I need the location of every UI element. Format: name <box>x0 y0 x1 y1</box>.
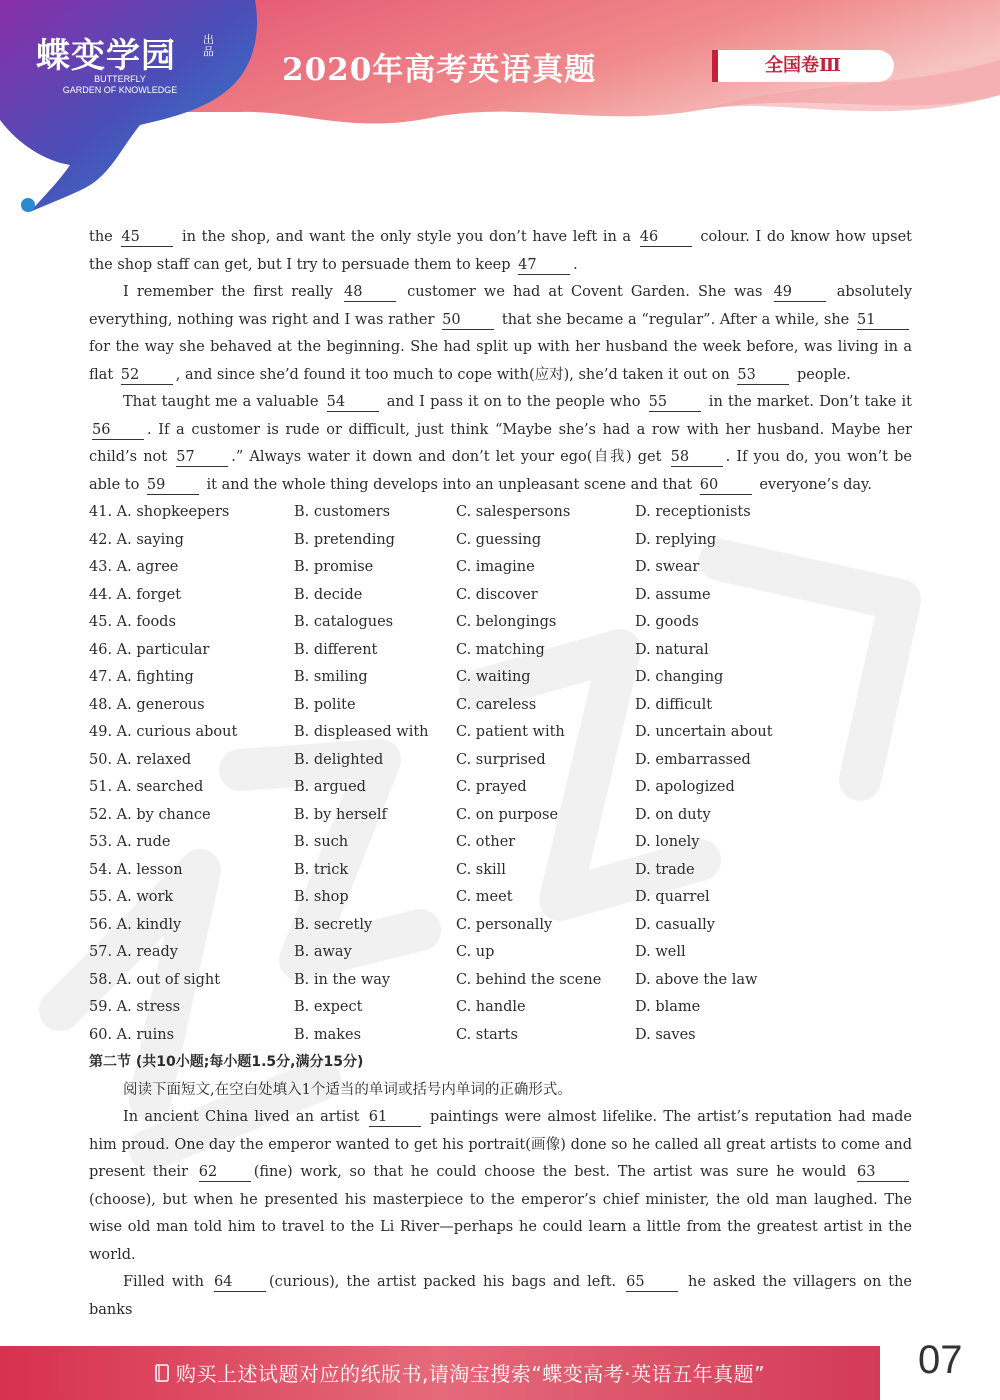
section-instruction: 阅读下面短文,在空白处填入1个适当的单词或括号内单词的正确形式。 <box>123 1081 572 1098</box>
option-choice: B. decide <box>294 586 363 603</box>
answer-blank: 47 <box>518 256 570 275</box>
passage-text: people. <box>792 366 851 383</box>
passage-paragraph-3 <box>89 389 912 499</box>
option-choice: B. displeased with <box>294 724 429 740</box>
option-choice: 56. A. kindly <box>89 916 182 933</box>
option-choice: D. changing <box>635 669 724 685</box>
option-choice: D. goods <box>635 614 699 630</box>
answer-blank: 63 <box>857 1163 909 1182</box>
option-row <box>89 829 912 857</box>
option-choice: D. blame <box>635 999 701 1015</box>
passage-paragraph-2 <box>89 279 912 389</box>
option-choice: B. shop <box>294 889 349 905</box>
passage-text: (choose), but when he presented his masterpiece to the emperor’s chief minister, the old man laughed. The wise old man told him to travel to the Li River—perhaps he could learn a little from the greatest artist in the world. <box>89 1191 912 1263</box>
option-choice: 52. A. by chance <box>89 806 211 823</box>
passage2-paragraph-2 <box>89 1269 912 1324</box>
option-choice: D. well <box>635 944 686 960</box>
option-choice: B. different <box>294 641 378 658</box>
answer-blank: 58 <box>671 448 723 467</box>
option-row <box>89 719 912 747</box>
option-row <box>89 967 912 995</box>
option-choice: B. in the way <box>294 971 391 988</box>
option-choice: D. saves <box>635 1026 696 1043</box>
option-choice: C. behind the scene <box>456 971 602 988</box>
option-choice: 51. A. searched <box>89 779 204 795</box>
option-choice: B. secretly <box>294 916 373 933</box>
option-choice: D. quarrel <box>635 889 710 905</box>
option-row <box>89 884 912 912</box>
option-row <box>89 609 912 637</box>
option-choice: D. casually <box>635 916 715 933</box>
option-choice: 42. A. saying <box>89 531 184 548</box>
passage-text: paintings were almost lifelike. The artist’s reputation had made him proud. One day the emperor wanted to get his portrait(画像) done so he called all great artists to come and present their <box>89 1109 912 1180</box>
logo-title: 蝶变学园 <box>36 36 176 76</box>
answer-blank: 52 <box>121 366 173 385</box>
option-choice: B. polite <box>294 696 356 713</box>
passage-text: . If a customer is rude or difficult, just think “Maybe she’s had a row with her husband. Maybe her child’s not <box>89 421 912 465</box>
option-choice: B. makes <box>294 1026 362 1043</box>
option-choice: D. swear <box>635 559 700 575</box>
option-choice: D. difficult <box>635 696 713 713</box>
option-row <box>89 774 912 802</box>
option-choice: 54. A. lesson <box>89 861 183 878</box>
option-choice: C. meet <box>456 889 513 905</box>
section-heading: 第二节 (共10小题;每小题1.5分,满分15分) <box>89 1054 364 1070</box>
option-row <box>89 527 912 555</box>
option-choice: 44. A. forget <box>89 586 182 603</box>
option-row <box>89 939 912 967</box>
option-row <box>89 499 912 527</box>
option-row <box>89 857 912 885</box>
option-choice: C. on purpose <box>456 806 559 823</box>
answer-blank: 50 <box>442 311 494 330</box>
option-choice: C. personally <box>456 916 553 933</box>
option-choice: C. other <box>456 834 516 850</box>
answer-blank: 56 <box>92 421 144 440</box>
option-choice: C. up <box>456 944 495 960</box>
option-choice: C. starts <box>456 1026 518 1043</box>
option-choice: 55. A. work <box>89 889 174 905</box>
option-choice: C. surprised <box>456 751 546 768</box>
option-choice: B. promise <box>294 559 374 575</box>
passage-text: (curious), the artist packed his bags and left. <box>268 1274 624 1290</box>
answer-blank: 61 <box>369 1108 421 1127</box>
option-choice: 59. A. stress <box>89 999 181 1015</box>
option-choice: B. trick <box>294 861 349 878</box>
option-choice: B. away <box>294 944 352 960</box>
page-number: 07 <box>918 1338 963 1382</box>
option-choice: B. argued <box>294 779 366 795</box>
answer-blank: 65 <box>626 1273 678 1292</box>
passage-text: customer we had at Covent Garden. She was <box>398 284 771 300</box>
option-choice: 49. A. curious about <box>89 724 238 740</box>
passage-text: colour. I do know how upset the shop staff can get, but I try to persuade them to keep <box>89 229 912 273</box>
option-choice: D. replying <box>635 531 717 548</box>
option-row <box>89 692 912 720</box>
answer-blank: 57 <box>176 448 228 467</box>
option-row <box>89 994 912 1022</box>
option-row <box>89 554 912 582</box>
passage-paragraph-1 <box>89 224 912 279</box>
answer-blank: 64 <box>214 1273 266 1292</box>
option-choice: C. careless <box>456 696 537 713</box>
exam-content <box>89 224 912 1324</box>
option-choice: B. customers <box>294 504 391 520</box>
option-choice: C. patient with <box>456 724 565 740</box>
answer-blank: 54 <box>327 393 379 412</box>
passage-text: in the market. Don’t take it <box>703 394 912 410</box>
option-choice: D. on duty <box>635 806 711 823</box>
option-choice: C. salespersons <box>456 504 571 520</box>
passage-text: . If you do, you won’t be able to <box>89 449 913 493</box>
passage-text: he asked the villagers on the banks <box>89 1274 912 1318</box>
option-choice: D. trade <box>635 861 695 878</box>
passage-text: That taught me a valuable <box>123 394 324 410</box>
answer-blank: 60 <box>700 476 752 495</box>
option-choice: 45. A. foods <box>89 614 176 630</box>
option-choice: D. receptionists <box>635 504 751 520</box>
passage-text: , and since she’d found it too much to cope with(应对), she’d taken it out on <box>175 366 735 383</box>
option-choice: B. expect <box>294 999 363 1015</box>
option-choice: 58. A. out of sight <box>89 971 221 988</box>
passage-text: Filled with <box>123 1274 211 1290</box>
answer-blank: 46 <box>640 228 692 247</box>
badge-accent-bar <box>712 50 718 82</box>
answer-blank: 55 <box>649 393 701 412</box>
option-row <box>89 582 912 610</box>
option-choice: B. smiling <box>294 669 368 685</box>
answer-blank: 62 <box>199 1163 251 1182</box>
option-choice: D. lonely <box>635 834 700 850</box>
passage-text: that she became a “regular”. After a while, she <box>497 311 855 328</box>
passage-text: In ancient China lived an artist <box>123 1109 366 1125</box>
option-choice: 48. A. generous <box>89 696 205 713</box>
option-choice: C. matching <box>456 641 545 658</box>
option-row <box>89 1022 912 1050</box>
logo-chu: 出品 <box>203 33 214 58</box>
answer-blank: 48 <box>344 283 396 302</box>
answer-blank: 51 <box>857 311 909 330</box>
passage-text: in the shop, and want the only style you don’t have left in a <box>176 229 637 245</box>
option-choice: 60. A. ruins <box>89 1026 175 1043</box>
option-choice: D. apologized <box>635 779 735 795</box>
answer-blank: 53 <box>737 366 789 385</box>
option-choice: 53. A. rude <box>89 834 171 850</box>
option-choice: C. skill <box>456 861 506 878</box>
option-choice: B. catalogues <box>294 614 394 630</box>
page-title: 2020年高考英语真题 <box>282 52 597 88</box>
option-choice: C. guessing <box>456 531 542 548</box>
option-choice: D. natural <box>635 641 709 658</box>
passage-text: .” Always water it down and don’t let your ego(自我) get <box>231 449 668 465</box>
option-row <box>89 747 912 775</box>
option-choice: D. assume <box>635 586 711 603</box>
footer-promo: 购买上述试题对应的纸版书,请淘宝搜索“蝶变高考·英语五年真题” <box>176 1362 765 1386</box>
option-choice: C. handle <box>456 999 526 1015</box>
passage-text: everyone’s day. <box>754 476 872 493</box>
option-row <box>89 664 912 692</box>
answer-blank: 59 <box>147 476 199 495</box>
passage-text: I remember the first really <box>123 284 341 300</box>
passage-text: and I pass it on to the people who <box>381 394 646 410</box>
logo-sub-line2: GARDEN OF KNOWLEDGE <box>62 85 178 95</box>
option-choice: B. by herself <box>294 806 387 823</box>
option-choice: C. discover <box>456 586 538 603</box>
passage-text: it and the whole thing develops into an unpleasant scene and that <box>201 476 697 493</box>
option-choice: D. uncertain about <box>635 724 773 740</box>
footer-text <box>152 1358 765 1387</box>
option-choice: 47. A. fighting <box>89 669 194 685</box>
option-choice: C. waiting <box>456 669 531 685</box>
logo-subtitle <box>40 74 200 96</box>
option-row <box>89 802 912 830</box>
option-choice: D. above the law <box>635 971 758 988</box>
answer-blank: 45 <box>121 228 173 247</box>
option-row <box>89 637 912 665</box>
passage-text: (fine) work, so that he could choose the best. The artist was sure he would <box>253 1164 854 1180</box>
paper-badge: 全国卷Ⅲ <box>712 50 894 82</box>
passage-text: . <box>573 256 578 273</box>
option-row <box>89 912 912 940</box>
passage-text: for the way she behaved at the beginning. She had split up with her husband the week before, was living in a flat <box>89 339 912 383</box>
passage-text: absolutely everything, nothing was right and I was rather <box>89 284 913 328</box>
options-list <box>89 499 912 1049</box>
option-choice: 50. A. relaxed <box>89 751 192 768</box>
option-choice: C. prayed <box>456 779 527 795</box>
option-choice: 41. A. shopkeepers <box>89 504 230 520</box>
option-choice: B. delighted <box>294 751 384 768</box>
option-choice: B. pretending <box>294 531 395 548</box>
option-choice: 46. A. particular <box>89 641 210 658</box>
page-header <box>0 0 1000 215</box>
logo-sub-line1: BUTTERFLY <box>94 74 146 84</box>
option-choice: C. imagine <box>456 559 535 575</box>
option-choice: 43. A. agree <box>89 559 179 575</box>
answer-blank: 49 <box>774 283 826 302</box>
passage-text: the <box>89 229 119 245</box>
option-choice: D. embarrassed <box>635 751 751 768</box>
passage2-paragraph-1 <box>89 1104 912 1269</box>
option-choice: B. such <box>294 834 349 850</box>
option-choice: 57. A. ready <box>89 944 178 960</box>
option-choice: C. belongings <box>456 614 557 630</box>
